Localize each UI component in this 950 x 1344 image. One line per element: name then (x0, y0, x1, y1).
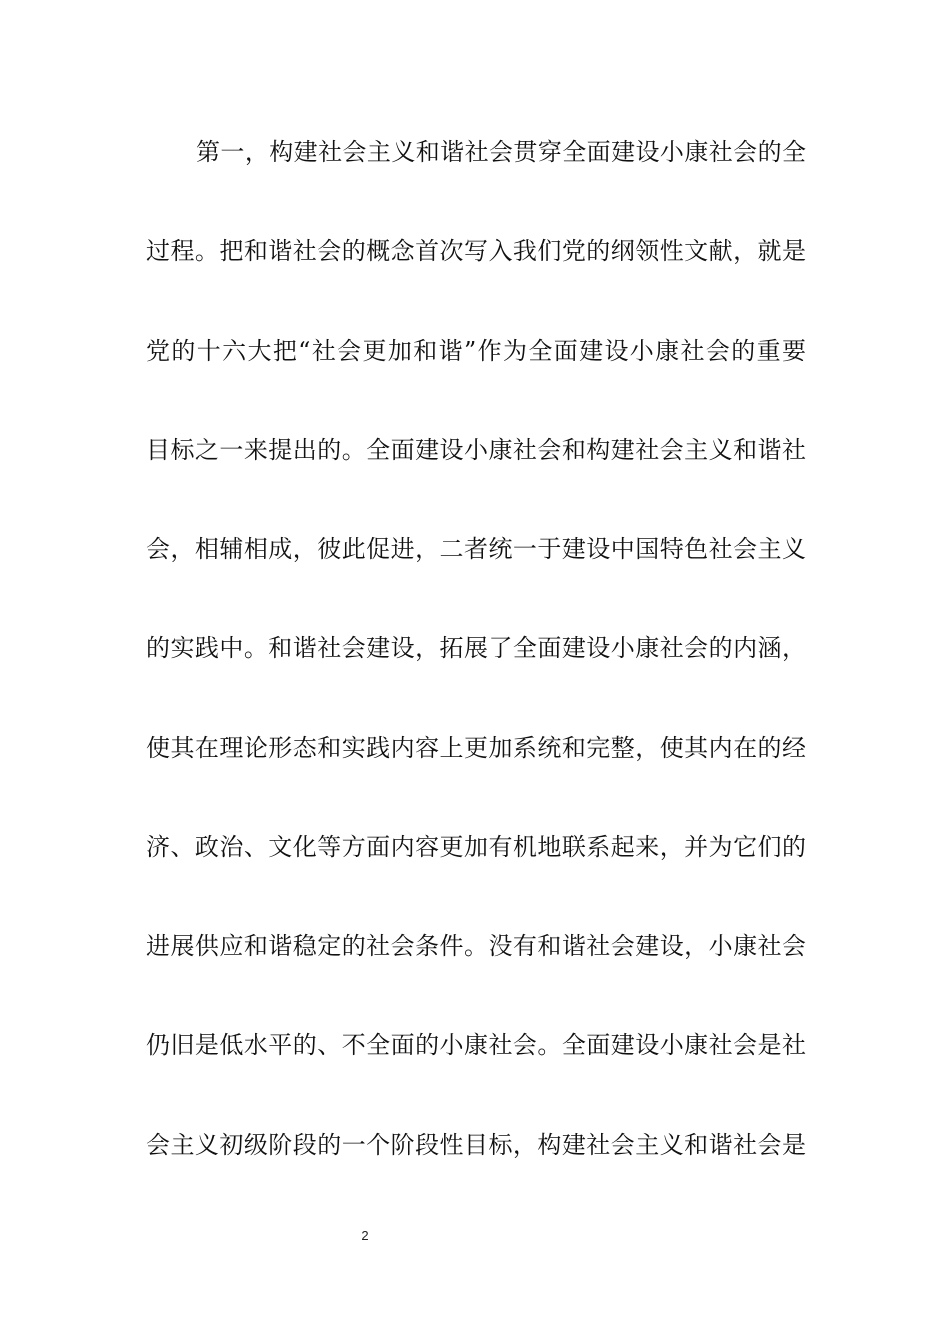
paragraph-line: 济、政治、文化等方面内容更加有机地联系起来，并为它们的 (146, 833, 806, 861)
paragraph-line: 仍旧是低水平的、不全面的小康社会。全面建设小康社会是社 (146, 1031, 806, 1059)
paragraph-line: 会主义初级阶段的一个阶段性目标，构建社会主义和谐社会是 (146, 1131, 806, 1159)
paragraph-line: 的实践中。和谐社会建设，拓展了全面建设小康社会的内涵， (146, 634, 806, 662)
paragraph-line: 进展供应和谐稳定的社会条件。没有和谐社会建设，小康社会 (146, 932, 806, 960)
paragraph-line: 党的十六大把“社会更加和谐”作为全面建设小康社会的重要 (146, 337, 806, 365)
paragraph-line: 第一，构建社会主义和谐社会贯穿全面建设小康社会的全 (196, 138, 806, 166)
page-number: 2 (361, 1228, 369, 1243)
paragraph-line: 过程。把和谐社会的概念首次写入我们党的纲领性文献，就是 (146, 237, 806, 265)
paragraph-line: 目标之一来提出的。全面建设小康社会和构建社会主义和谐社 (146, 436, 806, 464)
paragraph-line: 会，相辅相成，彼此促进，二者统一于建设中国特色社会主义 (146, 535, 806, 563)
paragraph-line: 使其在理论形态和实践内容上更加系统和完整，使其内在的经 (146, 734, 806, 762)
